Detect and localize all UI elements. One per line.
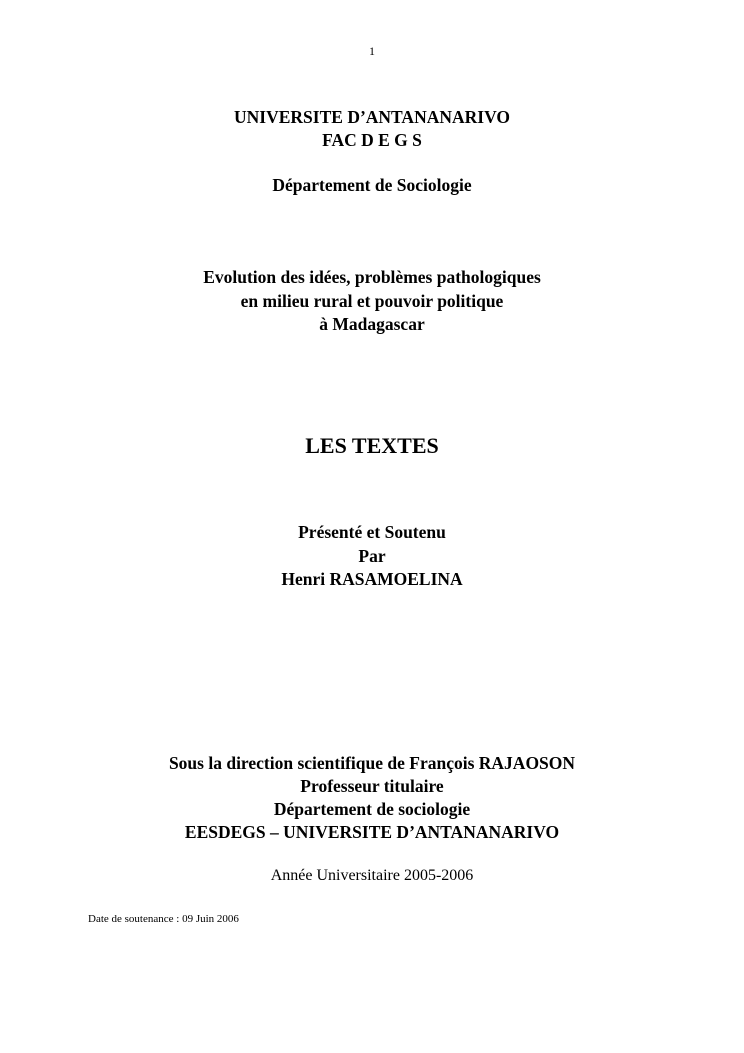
supervisor-line: Sous la direction scientifique de François RAJAOSON — [168, 753, 576, 773]
section-heading: LES TEXTES — [305, 433, 439, 458]
university-name: UNIVERSITE D’ANTANANARIVO — [234, 107, 510, 127]
thesis-title-line-1: Evolution des idées, problèmes pathologiques — [203, 267, 541, 287]
department-name: Département de Sociologie — [272, 175, 472, 195]
by-label: Par — [358, 546, 386, 566]
supervisor-institution: EESDEGS – UNIVERSITE D’ANTANANARIVO — [184, 822, 560, 842]
defense-date: Date de soutenance : 09 Juin 2006 — [88, 913, 239, 925]
supervisor-title: Professeur titulaire — [300, 776, 444, 796]
author-name: Henri RASAMOELINA — [281, 569, 463, 589]
thesis-title-line-3: à Madagascar — [319, 314, 425, 334]
presented-label: Présenté et Soutenu — [298, 522, 446, 542]
supervisor-department: Département de sociologie — [273, 799, 471, 819]
academic-year: Année Universitaire 2005-2006 — [270, 867, 474, 884]
page-number: 1 — [369, 44, 375, 58]
thesis-title-line-2: en milieu rural et pouvoir politique — [240, 291, 504, 311]
faculty-name: FAC D E G S — [322, 130, 422, 150]
